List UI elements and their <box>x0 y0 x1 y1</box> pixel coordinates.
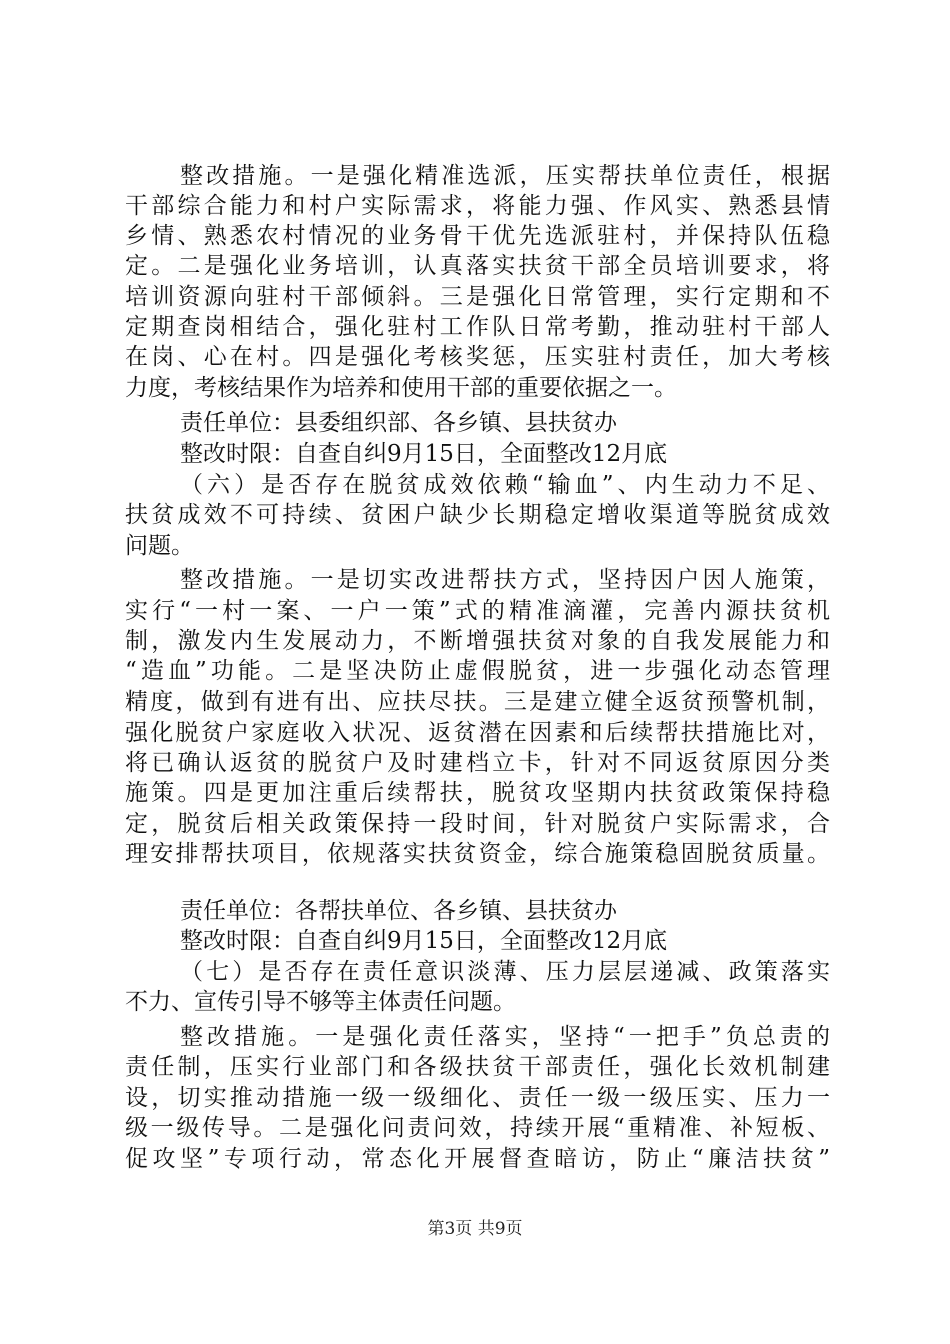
text-line: 定。二是强化业务培训，认真落实扶贫干部全员培训要求，将 <box>125 253 830 279</box>
text-line: （七）是否存在责任意识淡薄、压力层层递减、政策落实 <box>180 959 830 985</box>
text-line: 在岗、心在村。四是强化考核奖惩，压实驻村责任，加大考核 <box>125 344 830 370</box>
text-line: 设，切实推动措施一级一级细化、责任一级一级压实、压力一 <box>125 1085 830 1111</box>
text-line: 级一级传导。二是强化问责问效，持续开展“重精准、补短板、 <box>125 1115 830 1141</box>
text-line: 实行“一村一案、一户一策”式的精准滴灌，完善内源扶贫机 <box>125 598 830 624</box>
text-line: 不力、宣传引导不够等主体责任问题。 <box>125 989 516 1015</box>
text-line: 整改时限：自查自纠9月15日，全面整改12月底 <box>180 441 668 467</box>
text-line: 责任单位：各帮扶单位、各乡镇、县扶贫办 <box>180 898 617 924</box>
text-line: 将已确认返贫的脱贫户及时建档立卡，针对不同返贫原因分类 <box>125 750 830 776</box>
text-line: 制，激发内生发展动力，不断增强扶贫对象的自我发展能力和 <box>125 628 830 654</box>
text-line: 整改措施。一是强化责任落实，坚持“一把手”负总责的 <box>180 1024 830 1050</box>
text-line: 促攻坚”专项行动，常态化开展督查暗访，防止“廉洁扶贫” <box>125 1146 830 1172</box>
text-line: “造血”功能。二是坚决防止虚假脱贫，进一步强化动态管理 <box>125 658 830 684</box>
page-footer: 第3页 共9页 <box>427 1219 523 1239</box>
text-line: 定期查岗相结合，强化驻村工作队日常考勤，推动驻村干部人 <box>125 314 830 340</box>
text-line: 扶贫成效不可持续、贫困户缺少长期稳定增收渠道等脱贫成效 <box>125 502 830 528</box>
text-line: 责任单位：县委组织部、各乡镇、县扶贫办 <box>180 410 617 436</box>
text-line: 整改措施。一是切实改进帮扶方式，坚持因户因人施策， <box>180 567 830 593</box>
text-line: 培训资源向驻村干部倾斜。三是强化日常管理，实行定期和不 <box>125 284 830 310</box>
text-line: 整改时限：自查自纠9月15日，全面整改12月底 <box>180 928 668 954</box>
text-line: 理安排帮扶项目，依规落实扶贫资金，综合施策稳固脱贫质量。 <box>125 841 830 867</box>
text-line: 干部综合能力和村户实际需求，将能力强、作风实、熟悉县情 <box>125 193 830 219</box>
text-line: （六）是否存在脱贫成效依赖“输血”、内生动力不足、 <box>180 472 830 498</box>
text-line: 问题。 <box>125 533 194 559</box>
text-line: 精度，做到有进有出、应扶尽扶。三是建立健全返贫预警机制， <box>125 689 830 715</box>
text-line: 整改措施。一是强化精准选派，压实帮扶单位责任，根据 <box>180 163 830 189</box>
text-line: 强化脱贫户家庭收入状况、返贫潜在因素和后续帮扶措施比对， <box>125 720 830 746</box>
text-line: 施策。四是更加注重后续帮扶，脱贫攻坚期内扶贫政策保持稳 <box>125 780 830 806</box>
text-line: 责任制，压实行业部门和各级扶贫干部责任，强化长效机制建 <box>125 1054 830 1080</box>
text-line: 乡情、熟悉农村情况的业务骨干优先选派驻村，并保持队伍稳 <box>125 223 830 249</box>
text-line: 定，脱贫后相关政策保持一段时间，针对脱贫户实际需求，合 <box>125 811 830 837</box>
text-line <box>125 1174 830 1204</box>
text-line: 力度，考核结果作为培养和使用干部的重要依据之一。 <box>125 375 677 401</box>
